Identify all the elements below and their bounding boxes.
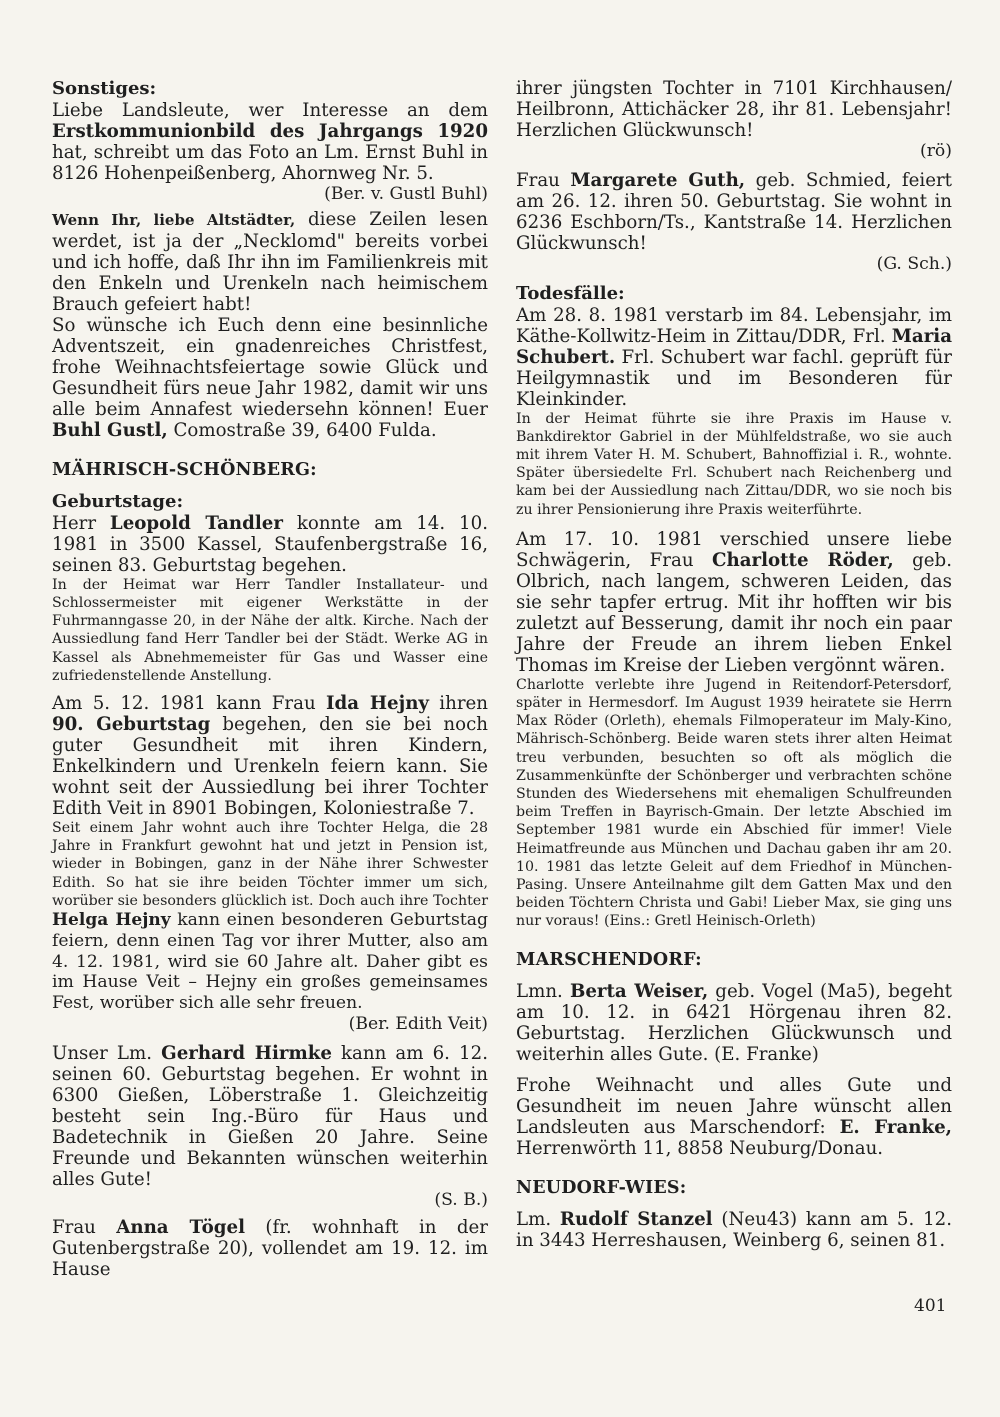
paragraph-helga-hejny: Seit einem Jahr wohnt auch ihre Tochter Helga, die 28 Jahre in Frankfurt gewohnt hat und jetzt in Pension ist, wieder in Bobingen, ganz in der Nähe ihrer Schwester Edith. So hat sie ihre beiden Töchter immer um sich, worüber sie besonders glücklich ist. Doch auch ihre Tochter Helga Hejny kann einen besonderen Geburtstag feiern, denn einen Tag vor ihrer Mutter, also am 4. 12. 1981, wird sie 60 Jahre alt. Daher gibt es im Hause Veit – Hejny ein großes gemeinsames Fest, worüber sich alle sehr freuen.	[52, 820, 488, 1014]
paragraph-roeder: Am 17. 10. 1981 verschied unsere liebe Schwägerin, Frau Charlotte Röder, geb. Olbrich, nach langem, schweren Leiden, das sie sehr tapfer ertrug. Mit ihr hofften wir bis zuletzt auf Besserung, damit ihr noch ein paar Jahre der Freude an ihrem lieben Enkel Thomas im Kreise der Lieben vergönnt wären.	[516, 528, 952, 676]
paragraph-schubert: Am 28. 8. 1981 verstarb im 84. Lebensjahr, im Käthe-Kollwitz-Heim in Zittau/DDR, Frl. Maria Schubert. Frl. Schubert war fachl. geprüft für Heilgymnastik und im Besonderen für Kleinkinder.	[516, 304, 952, 410]
paragraph-altstaedter: Wenn Ihr, liebe Altstädter, diese Zeilen lesen werdet, ist ja der „Necklomd" bereits vorbei und ich hoffe, daß Ihr ihn im Familienkreis mit den Enkeln und Urenkeln nach heimischem Brauch gefeiert habt!	[52, 208, 488, 315]
section-title-marschendorf: MARSCHENDORF:	[516, 949, 702, 970]
paragraph-anna-toegel: Frau Anna Tögel (fr. wohnhaft in der Gutenbergstraße 20), vollendet am 19. 12. im Hause	[52, 1216, 488, 1280]
section-title-neudorf-wies: NEUDORF-WIES:	[516, 1177, 687, 1198]
left-column	[52, 78, 488, 1280]
paragraph-guth: Frau Margarete Guth, geb. Schmied, feiert am 26. 12. ihren 50. Geburtstag. Sie wohnt in 6236 Eschborn/Ts., Kantstraße 14. Herzlichen Glückwunsch!	[516, 169, 952, 254]
paragraph-hirmke: Unser Lm. Gerhard Hirmke kann am 6. 12. seinen 60. Geburtstag begehen. Er wohnt in 6300 Gießen, Löberstraße 1. Gleichzeitig besteht sein Ing.-Büro für Haus und Badetechnik in Gießen 20 Jahre. Seine Freunde und Bekannten wünschen weiterhin alles Gute!	[52, 1042, 488, 1190]
paragraph-ida-hejny: Am 5. 12. 1981 kann Frau Ida Hejny ihren 90. Geburtstag begehen, den sie bei noch guter Gesundheit mit ihren Kindern, Enkelkindern und Urenkeln feiern kann. Sie wohnt seit der Aussiedlung bei ihrer Tochter Edith Veit in 8901 Bobingen, Koloniestraße 7.	[52, 693, 488, 820]
right-column	[516, 78, 952, 1251]
page-number: 401	[914, 1296, 947, 1316]
credit-sb: (S. B.)	[434, 1189, 488, 1210]
section-title-maehrisch-schoenberg: MÄHRISCH-SCHÖNBERG:	[52, 459, 317, 480]
heading-geburtstage: Geburtstage:	[52, 490, 184, 512]
credit-buhl: (Ber. v. Gustl Buhl)	[324, 184, 488, 204]
paragraph-stanzel: Lm. Rudolf Stanzel (Neu43) kann am 5. 12. in 3443 Herreshausen, Weinberg 6, seinen 81.	[516, 1208, 952, 1251]
paragraph-advent-greeting: So wünsche ich Euch denn eine besinnliche Adventszeit, ein gnadenreiches Christfest, frohe Weihnachtsfeiertage sowie Glück und Gesundheit fürs neue Jahr 1982, damit wir uns alle beim Annafest wiedersehn können! Euer Buhl Gustl, Comostraße 39, 6400 Fulda.	[52, 314, 488, 441]
paragraph-schubert-detail: In der Heimat führte sie ihre Praxis im Hause v. Bankdirektor Gabriel in der Mühlfeldstraße, wo sie auch mit ihrem Vater H. M. Schubert, Bahnoffizial i. R., wohnte. Später übersiedelte Frl. Schubert nach Reichenberg und kam bei der Aussiedlung nach Zittau/DDR, wo sie noch bis zu ihrer Pensionierung ihre Praxis weiterführte.	[516, 410, 952, 518]
paragraph-tandler: Herr Leopold Tandler konnte am 14. 10. 1981 in 3500 Kassel, Staufenbergstraße 16, seinen 83. Geburtstag begehen.	[52, 512, 488, 576]
paragraph-franke: Frohe Weihnacht und alles Gute und Gesundheit im neuen Jahre wünscht allen Landsleuten aus Marschendorf: E. Franke, Herrenwörth 11, 8858 Neuburg/Donau.	[516, 1074, 952, 1159]
credit-g-sch: (G. Sch.)	[876, 253, 952, 274]
heading-sonstiges: Sonstiges:	[52, 78, 157, 99]
credit-edith-veit: (Ber. Edith Veit)	[348, 1014, 488, 1035]
paragraph-erstkommunion: Liebe Landsleute, wer Interesse an dem Erstkommunionbild des Jahrgangs 1920 hat, schreibt um das Foto an Lm. Ernst Buhl in 8126 Hohenpeißenberg, Ahornweg Nr. 5.	[52, 100, 488, 184]
paragraph-tandler-detail: In der Heimat war Herr Tandler Installateur- und Schlossermeister mit eigener Werkstätte in der Fuhrmanngasse 20, in der Nähe der altk. Kirche. Nach der Aussiedlung fand Herr Tandler bei der Städt. Werke AG in Kassel als Abnehmemeister für Gas und Wasser eine zufriedenstellende Anstellung.	[52, 576, 488, 684]
credit-roe: (rö)	[920, 141, 952, 161]
paragraph-toegel-continued: ihrer jüngsten Tochter in 7101 Kirchhausen/ Heilbronn, Attichäcker 28, ihr 81. Lebensjahr! Herzlichen Glückwunsch!	[516, 78, 952, 141]
paragraph-weiser: Lmn. Berta Weiser, geb. Vogel (Ma5), begeht am 10. 12. in 6421 Hörgenau ihren 82. Geburtstag. Herzlichen Glückwunsch und weiterhin alles Gute. (E. Franke)	[516, 980, 952, 1065]
paragraph-roeder-detail: Charlotte verlebte ihre Jugend in Reitendorf-Petersdorf, später in Hermesdorf. Im August 1939 heiratete sie Herrn Max Röder (Orleth), ehemals Filmoperateur im Maly-Kino, Mährisch-Schönberg. Beide waren stets ihrer alten Heimat treu verbunden, besuchten so oft als möglich die Zusammenkünfte der Schönberger und verbrachten schöne Stunden des Wiedersehens mit ehemaligen Schulfreunden beim Treffen in Bayrisch-Gmain. Der letzte Abschied im September 1981 wurde ein Abschied für immer! Viele Heimatfreunde aus München und Dachau gaben ihr am 20. 10. 1981 das letzte Geleit auf dem Friedhof in München-Pasing. Unsere Anteilnahme gilt dem Gatten Max und den beiden Töchtern Christa und Gabi! Lieber Max, sie ging uns nur voraus! (Eins.: Gretl Heinisch-Orleth)	[516, 676, 952, 930]
heading-todesfaelle: Todesfälle:	[516, 282, 625, 304]
